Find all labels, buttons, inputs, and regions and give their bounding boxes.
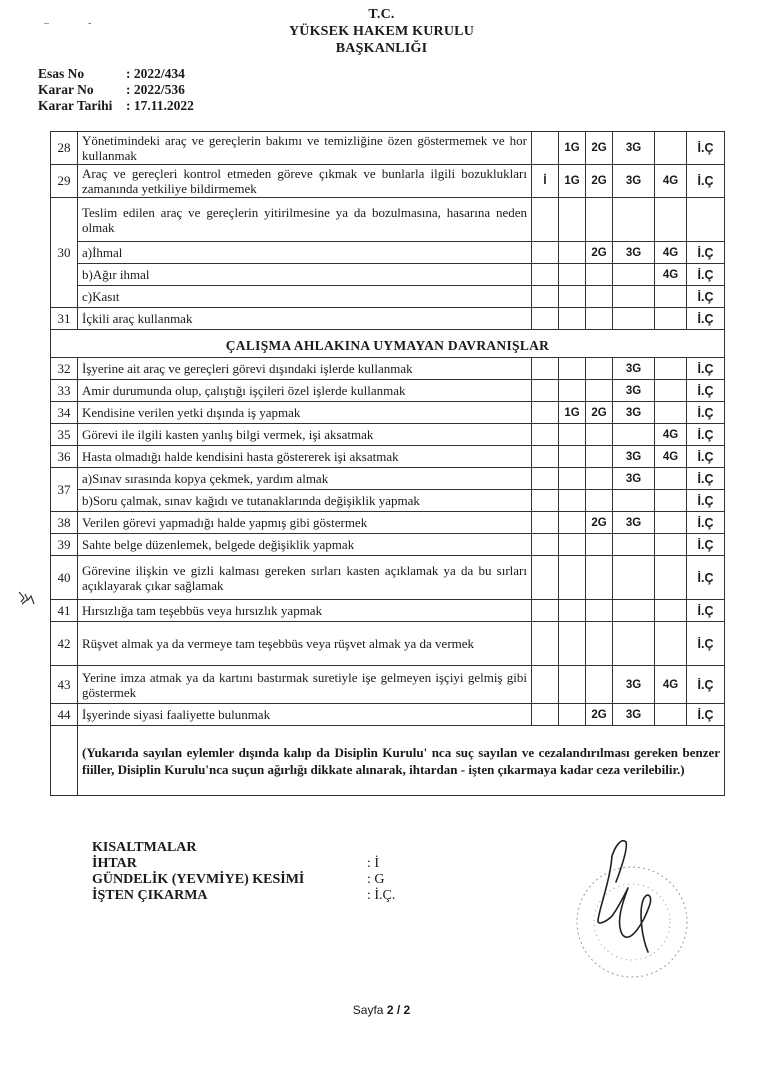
row-description: Amir durumunda olup, çalıştığı işçileri özel işlerde kullanmak [78,380,532,402]
col-1g [559,600,586,622]
row-description: İşyerine ait araç ve gereçleri görevi dışındaki işlerde kullanmak [78,358,532,380]
col-ihtar [532,468,559,490]
document-header [0,6,763,57]
table-row [51,666,725,704]
col-isten-cikarma: İ.Ç [687,490,725,512]
col-4g [655,512,687,534]
row-description: b)Ağır ihmal [78,264,532,286]
table-row [51,622,725,666]
meta-value: : 2022/536 [126,82,185,97]
table-row [51,556,725,600]
col-4g: 4G [655,446,687,468]
col-3g: 3G [613,242,655,264]
table-row [51,132,725,165]
col-2g [586,380,613,402]
row-description: Sahte belge düzenlemek, belgede değişiklik yapmak [78,534,532,556]
page-separator: / [393,1003,404,1017]
header-line-tc: T.C. [368,7,395,22]
col-ihtar [532,424,559,446]
col-ihtar: İ [532,165,559,198]
page-current: 2 [386,1003,394,1017]
col-2g [586,666,613,704]
col-ihtar [532,704,559,726]
col-isten-cikarma: İ.Ç [687,424,725,446]
col-isten-cikarma: İ.Ç [687,286,725,308]
col-ihtar [532,308,559,330]
col-2g [586,286,613,308]
col-ihtar [532,534,559,556]
table-row [51,165,725,198]
meta-row-tarih [38,98,194,114]
page-footer [0,1003,763,1017]
col-1g [559,534,586,556]
col-isten-cikarma: İ.Ç [687,132,725,165]
col-3g [613,198,655,242]
col-isten-cikarma: İ.Ç [687,468,725,490]
row-number: 32 [51,358,78,380]
col-2g: 2G [586,512,613,534]
col-2g [586,198,613,242]
col-3g [613,534,655,556]
meta-label: Karar No [38,82,94,97]
col-ihtar [532,666,559,704]
note-text: (Yukarıda sayılan eylemler dışında kalıp da Disiplin Kurulu' nca suç sayılan ve cezalandırılması gereken benzer fiiller, Disiplin Kurulu'nca suçun ağırlığı dikkate alınarak, ihtardan - işten çıkarmaya kadar ceza verilebilir.) [78,726,725,796]
col-1g [559,666,586,704]
col-3g [613,556,655,600]
col-ihtar [532,600,559,622]
col-ihtar [532,512,559,534]
col-ihtar [532,132,559,165]
col-1g [559,424,586,446]
row-number: 36 [51,446,78,468]
row-number: 31 [51,308,78,330]
row-description: Rüşvet almak ya da vermeye tam teşebbüs veya rüşvet almak ya da vermek [78,622,532,666]
row-number: 41 [51,600,78,622]
row-number: 34 [51,402,78,424]
col-2g [586,446,613,468]
table-row [51,286,725,308]
table-row [51,402,725,424]
row-description: Yerine imza atmak ya da kartını bastırmak suretiyle işe gelmeyen işçiyi gelmiş gibi göstermek [78,666,532,704]
meta-row-karar [38,82,194,98]
col-isten-cikarma: İ.Ç [687,380,725,402]
col-3g [613,308,655,330]
col-1g [559,556,586,600]
col-isten-cikarma: İ.Ç [687,446,725,468]
row-number: 38 [51,512,78,534]
col-3g [613,622,655,666]
note-number-cell [51,726,78,796]
col-ihtar [532,622,559,666]
col-3g: 3G [613,380,655,402]
row-description: Teslim edilen araç ve gereçlerin yitirilmesine ya da bozulmasına, hasarına neden olmak [78,198,532,242]
col-ihtar [532,490,559,512]
page-total: 2 [403,1003,411,1017]
col-4g [655,308,687,330]
table-row [51,446,725,468]
col-4g [655,358,687,380]
col-4g [655,704,687,726]
col-4g [655,198,687,242]
row-description: Araç ve gereçleri kontrol etmeden göreve çıkmak ve bunlarla ilgili bozuklukları zamanında yetkiliye bildirmemek [78,165,532,198]
row-number: 37 [51,468,78,512]
col-1g [559,704,586,726]
row-number: 28 [51,132,78,165]
col-4g [655,132,687,165]
abbreviation-value: : İ [367,856,380,871]
col-2g [586,534,613,556]
col-ihtar [532,286,559,308]
col-3g: 3G [613,704,655,726]
col-1g [559,446,586,468]
col-2g [586,600,613,622]
col-4g [655,286,687,308]
col-1g [559,198,586,242]
col-isten-cikarma: İ.Ç [687,556,725,600]
col-isten-cikarma: İ.Ç [687,512,725,534]
table-row [51,704,725,726]
col-3g: 3G [613,402,655,424]
col-1g [559,622,586,666]
col-2g [586,490,613,512]
col-2g [586,264,613,286]
abbreviation-label: İHTAR [92,856,137,871]
col-1g [559,490,586,512]
col-4g [655,402,687,424]
col-ihtar [532,380,559,402]
header-line-office: BAŞKANLIĞI [335,41,428,56]
row-number: 33 [51,380,78,402]
abbreviation-row [92,888,395,904]
col-4g [655,622,687,666]
handwritten-signature [598,841,651,952]
table-row [51,600,725,622]
table-row [51,468,725,490]
col-1g: 1G [559,402,586,424]
table-row [51,308,725,330]
row-number: 35 [51,424,78,446]
row-description: Kendisine verilen yetki dışında iş yapmak [78,402,532,424]
col-1g [559,468,586,490]
col-ihtar [532,556,559,600]
col-3g: 3G [613,512,655,534]
col-4g [655,600,687,622]
col-3g: 3G [613,468,655,490]
header-line-institution: YÜKSEK HAKEM KURULU [288,24,475,39]
row-description: a)Sınav sırasında kopya çekmek, yardım almak [78,468,532,490]
meta-value: : 2022/434 [126,66,185,81]
table-row [51,358,725,380]
table-row [51,198,725,242]
col-3g [613,264,655,286]
col-3g: 3G [613,165,655,198]
row-number: 39 [51,534,78,556]
meta-row-esas [38,66,194,82]
col-4g [655,468,687,490]
col-isten-cikarma: İ.Ç [687,704,725,726]
col-4g: 4G [655,242,687,264]
col-isten-cikarma: İ.Ç [687,358,725,380]
abbreviations [92,840,395,904]
col-1g [559,242,586,264]
col-4g: 4G [655,666,687,704]
row-description: Verilen görevi yapmadığı halde yapmış gibi göstermek [78,512,532,534]
col-isten-cikarma: İ.Ç [687,534,725,556]
row-description: a)İhmal [78,242,532,264]
col-3g: 3G [613,132,655,165]
col-4g [655,534,687,556]
abbreviation-row [92,856,395,872]
col-2g: 2G [586,704,613,726]
col-2g: 2G [586,132,613,165]
row-description: Hasta olmadığı halde kendisini hasta göstererek işi aksatmak [78,446,532,468]
col-isten-cikarma: İ.Ç [687,666,725,704]
col-isten-cikarma: İ.Ç [687,402,725,424]
col-4g: 4G [655,264,687,286]
meta-label: Esas No [38,66,85,81]
row-description: Yönetimindeki araç ve gereçlerin bakımı ve temizliğine özen göstermemek ve hor kullanmak [78,132,532,165]
col-1g [559,512,586,534]
col-4g: 4G [655,165,687,198]
col-isten-cikarma: İ.Ç [687,264,725,286]
col-3g [613,490,655,512]
col-4g: 4G [655,424,687,446]
col-3g: 3G [613,358,655,380]
meta-value: : 17.11.2022 [126,98,194,113]
col-2g [586,308,613,330]
row-number: 29 [51,165,78,198]
note-row [51,726,725,796]
abbreviation-row [92,872,395,888]
row-description: b)Soru çalmak, sınav kağıdı ve tutanaklarında değişiklik yapmak [78,490,532,512]
col-isten-cikarma: İ.Ç [687,165,725,198]
official-stamp [577,867,687,977]
col-2g [586,358,613,380]
col-3g [613,424,655,446]
row-number: 44 [51,704,78,726]
col-1g [559,308,586,330]
table-row [51,534,725,556]
col-4g [655,556,687,600]
row-number: 30 [51,198,78,308]
row-description: Hırsızlığa tam teşebbüs veya hırsızlık yapmak [78,600,532,622]
col-3g [613,286,655,308]
scan-mark: – [44,18,49,29]
col-ihtar [532,242,559,264]
col-ihtar [532,446,559,468]
col-4g [655,490,687,512]
discipline-table [50,131,725,796]
table-row [51,380,725,402]
col-isten-cikarma: İ.Ç [687,600,725,622]
scan-mark: - [88,18,92,29]
abbreviations-title: KISALTMALAR [92,840,197,855]
col-2g [586,424,613,446]
col-ihtar [532,198,559,242]
meta-label: Karar Tarihi [38,98,113,113]
col-ihtar [532,402,559,424]
table-row [51,424,725,446]
col-1g: 1G [559,165,586,198]
col-isten-cikarma [687,198,725,242]
col-2g: 2G [586,402,613,424]
col-1g [559,380,586,402]
abbreviation-value: : İ.Ç. [367,888,396,903]
col-isten-cikarma: İ.Ç [687,622,725,666]
col-3g [613,600,655,622]
col-1g [559,264,586,286]
col-2g: 2G [586,165,613,198]
signature-and-stamp [552,826,702,996]
table-row [51,490,725,512]
abbreviation-label: İŞTEN ÇIKARMA [92,888,208,903]
abbreviation-label: GÜNDELİK (YEVMİYE) KESİMİ [92,872,305,887]
col-2g [586,622,613,666]
row-description: Görevine ilişkin ve gizli kalması gereken sırları kasten açıklamak ya da bu sırları açıklayarak çıkar sağlamak [78,556,532,600]
page-label: Sayfa [352,1003,387,1017]
col-isten-cikarma: İ.Ç [687,242,725,264]
col-4g [655,380,687,402]
row-description: İşyerinde siyasi faaliyette bulunmak [78,704,532,726]
section-row [51,330,725,358]
table-row [51,264,725,286]
case-meta [38,66,194,114]
row-description: Görevi ile ilgili kasten yanlış bilgi vermek, işi aksatmak [78,424,532,446]
row-number: 40 [51,556,78,600]
row-number: 43 [51,666,78,704]
margin-initial-mark [16,588,38,608]
section-title: ÇALIŞMA AHLAKINA UYMAYAN DAVRANIŞLAR [51,330,725,358]
table-row [51,242,725,264]
col-ihtar [532,264,559,286]
col-ihtar [532,358,559,380]
table-row [51,512,725,534]
col-1g [559,286,586,308]
col-3g: 3G [613,666,655,704]
col-isten-cikarma: İ.Ç [687,308,725,330]
row-number: 42 [51,622,78,666]
col-1g: 1G [559,132,586,165]
col-3g: 3G [613,446,655,468]
row-description: c)Kasıt [78,286,532,308]
col-2g: 2G [586,242,613,264]
col-2g [586,468,613,490]
row-description: İçkili araç kullanmak [78,308,532,330]
col-2g [586,556,613,600]
col-1g [559,358,586,380]
abbreviation-value: : G [367,872,385,887]
